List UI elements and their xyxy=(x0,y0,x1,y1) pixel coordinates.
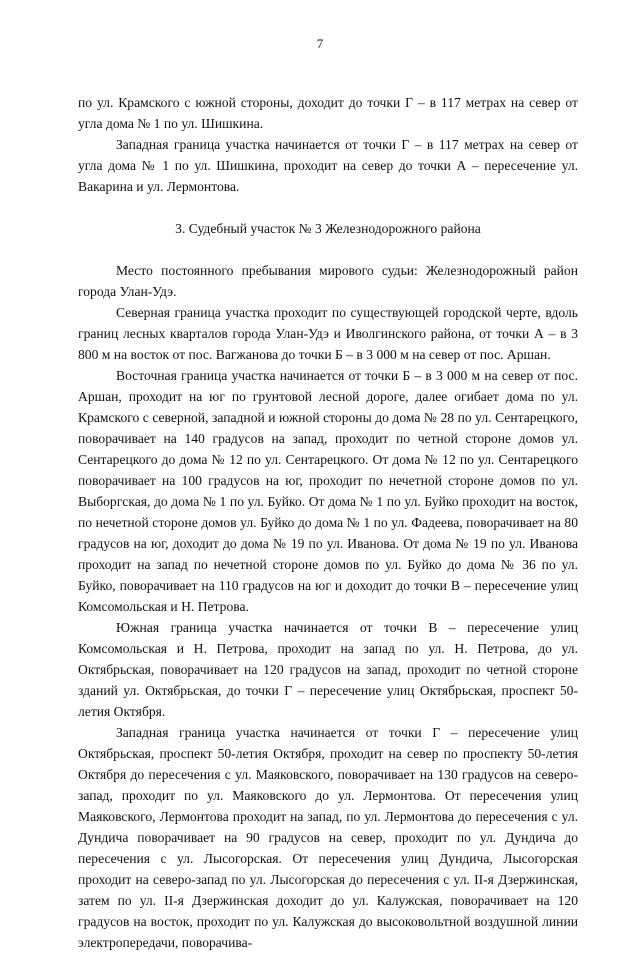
section-heading: 3. Судебный участок № 3 Железнодорожного района xyxy=(175,221,481,236)
paragraph-continuation: по ул. Крамского с южной стороны, доходит до точки Г – в 117 метрах на север от угла дома № 1 по ул. Шишкина. xyxy=(78,95,578,131)
paragraph-north-boundary: Северная граница участка проходит по существующей городской черте, вдоль границ лесных кварталов города Улан-Удэ и Иволгинского района, от точки А – в 3 800 м на восток от пос. Вагжанова до точки Б – в 3 000 м на север от пос. Аршан. xyxy=(78,305,578,362)
document-body xyxy=(78,92,578,953)
paragraph-west-boundary: Западная граница участка начинается от точки Г – пересечение улиц Октябрьская, проспект 50-летия Октября, проходит на север по проспекту 50-летия Октября до пересечения с ул. Маяковского, поворачивает на 130 градусов на северо-запад, проходит по ул. Маяковского до ул. Лермонтова. От пересечения улиц Маяковского, Лермонтова проходит на запад, по ул. Лермонтова до пересечения с ул. Дундича поворачивает на 90 градусов на север, проходит по ул. Дундича до пересечения с ул. Лысогорская. От пересечения улиц Дундича, Лысогорская проходит на северо-запад по ул. Лысогорская до пересечения с ул. II-я Дзержинская, затем по ул. II-я Дзержинская доходит до ул. Калужская, поворачивает на 120 градусов на восток, проходит по ул. Калужская до высоковольтной воздушной линии электропередачи, поворачива- xyxy=(78,725,578,950)
paragraph-west-boundary-prev: Западная граница участка начинается от точки Г – в 117 метрах на север от угла дома № 1 по ул. Шишкина, проходит на север до точки А – пересечение ул. Вакарина и ул. Лермонтова. xyxy=(78,137,578,194)
page-number: 7 xyxy=(316,36,324,51)
paragraph-judge-location: Место постоянного пребывания мирового судьи: Железнодорожный район города Улан-Удэ. xyxy=(78,263,578,299)
paragraph-east-boundary: Восточная граница участка начинается от точки Б – в 3 000 м на север от пос. Аршан, проходит на юг по грунтовой лесной дороге, далее огибает дома по ул. Крамского с северной, западной и южной стороны до дома № 28 по ул. Сентарецкого, поворачивает на 140 градусов на запад, проходит по четной стороне домов ул. Сентарецкого до дома № 12 по ул. Сентарецкого. От дома № 12 по ул. Сентарецкого поворачивает на 100 градусов на юг, проходит по нечетной стороне домов по ул. Выборгская, до дома № 1 по ул. Буйко. От дома № 1 по ул. Буйко проходит на восток, по нечетной стороне домов ул. Буйко до дома № 1 по ул. Фадеева, поворачивает на 80 градусов на юг, доходит до дома № 19 по ул. Иванова. От дома № 19 по ул. Иванова проходит на запад по нечетной стороне домов по ул. Буйко до дома № 36 по ул. Буйко, поворачивает на 110 градусов на юг и доходит до точки В – пересечение улиц Комсомольская и Н. Петрова. xyxy=(78,368,578,614)
paragraph-south-boundary: Южная граница участка начинается от точки В – пересечение улиц Комсомольская и Н. Петрова, проходит на запад по ул. Н. Петрова, до ул. Октябрьская, поворачивает на 120 градусов на запад, проходит по четной стороне зданий ул. Октябрьская, до точки Г – пересечение улиц Октябрьская, проспект 50-летия Октября. xyxy=(78,620,578,719)
